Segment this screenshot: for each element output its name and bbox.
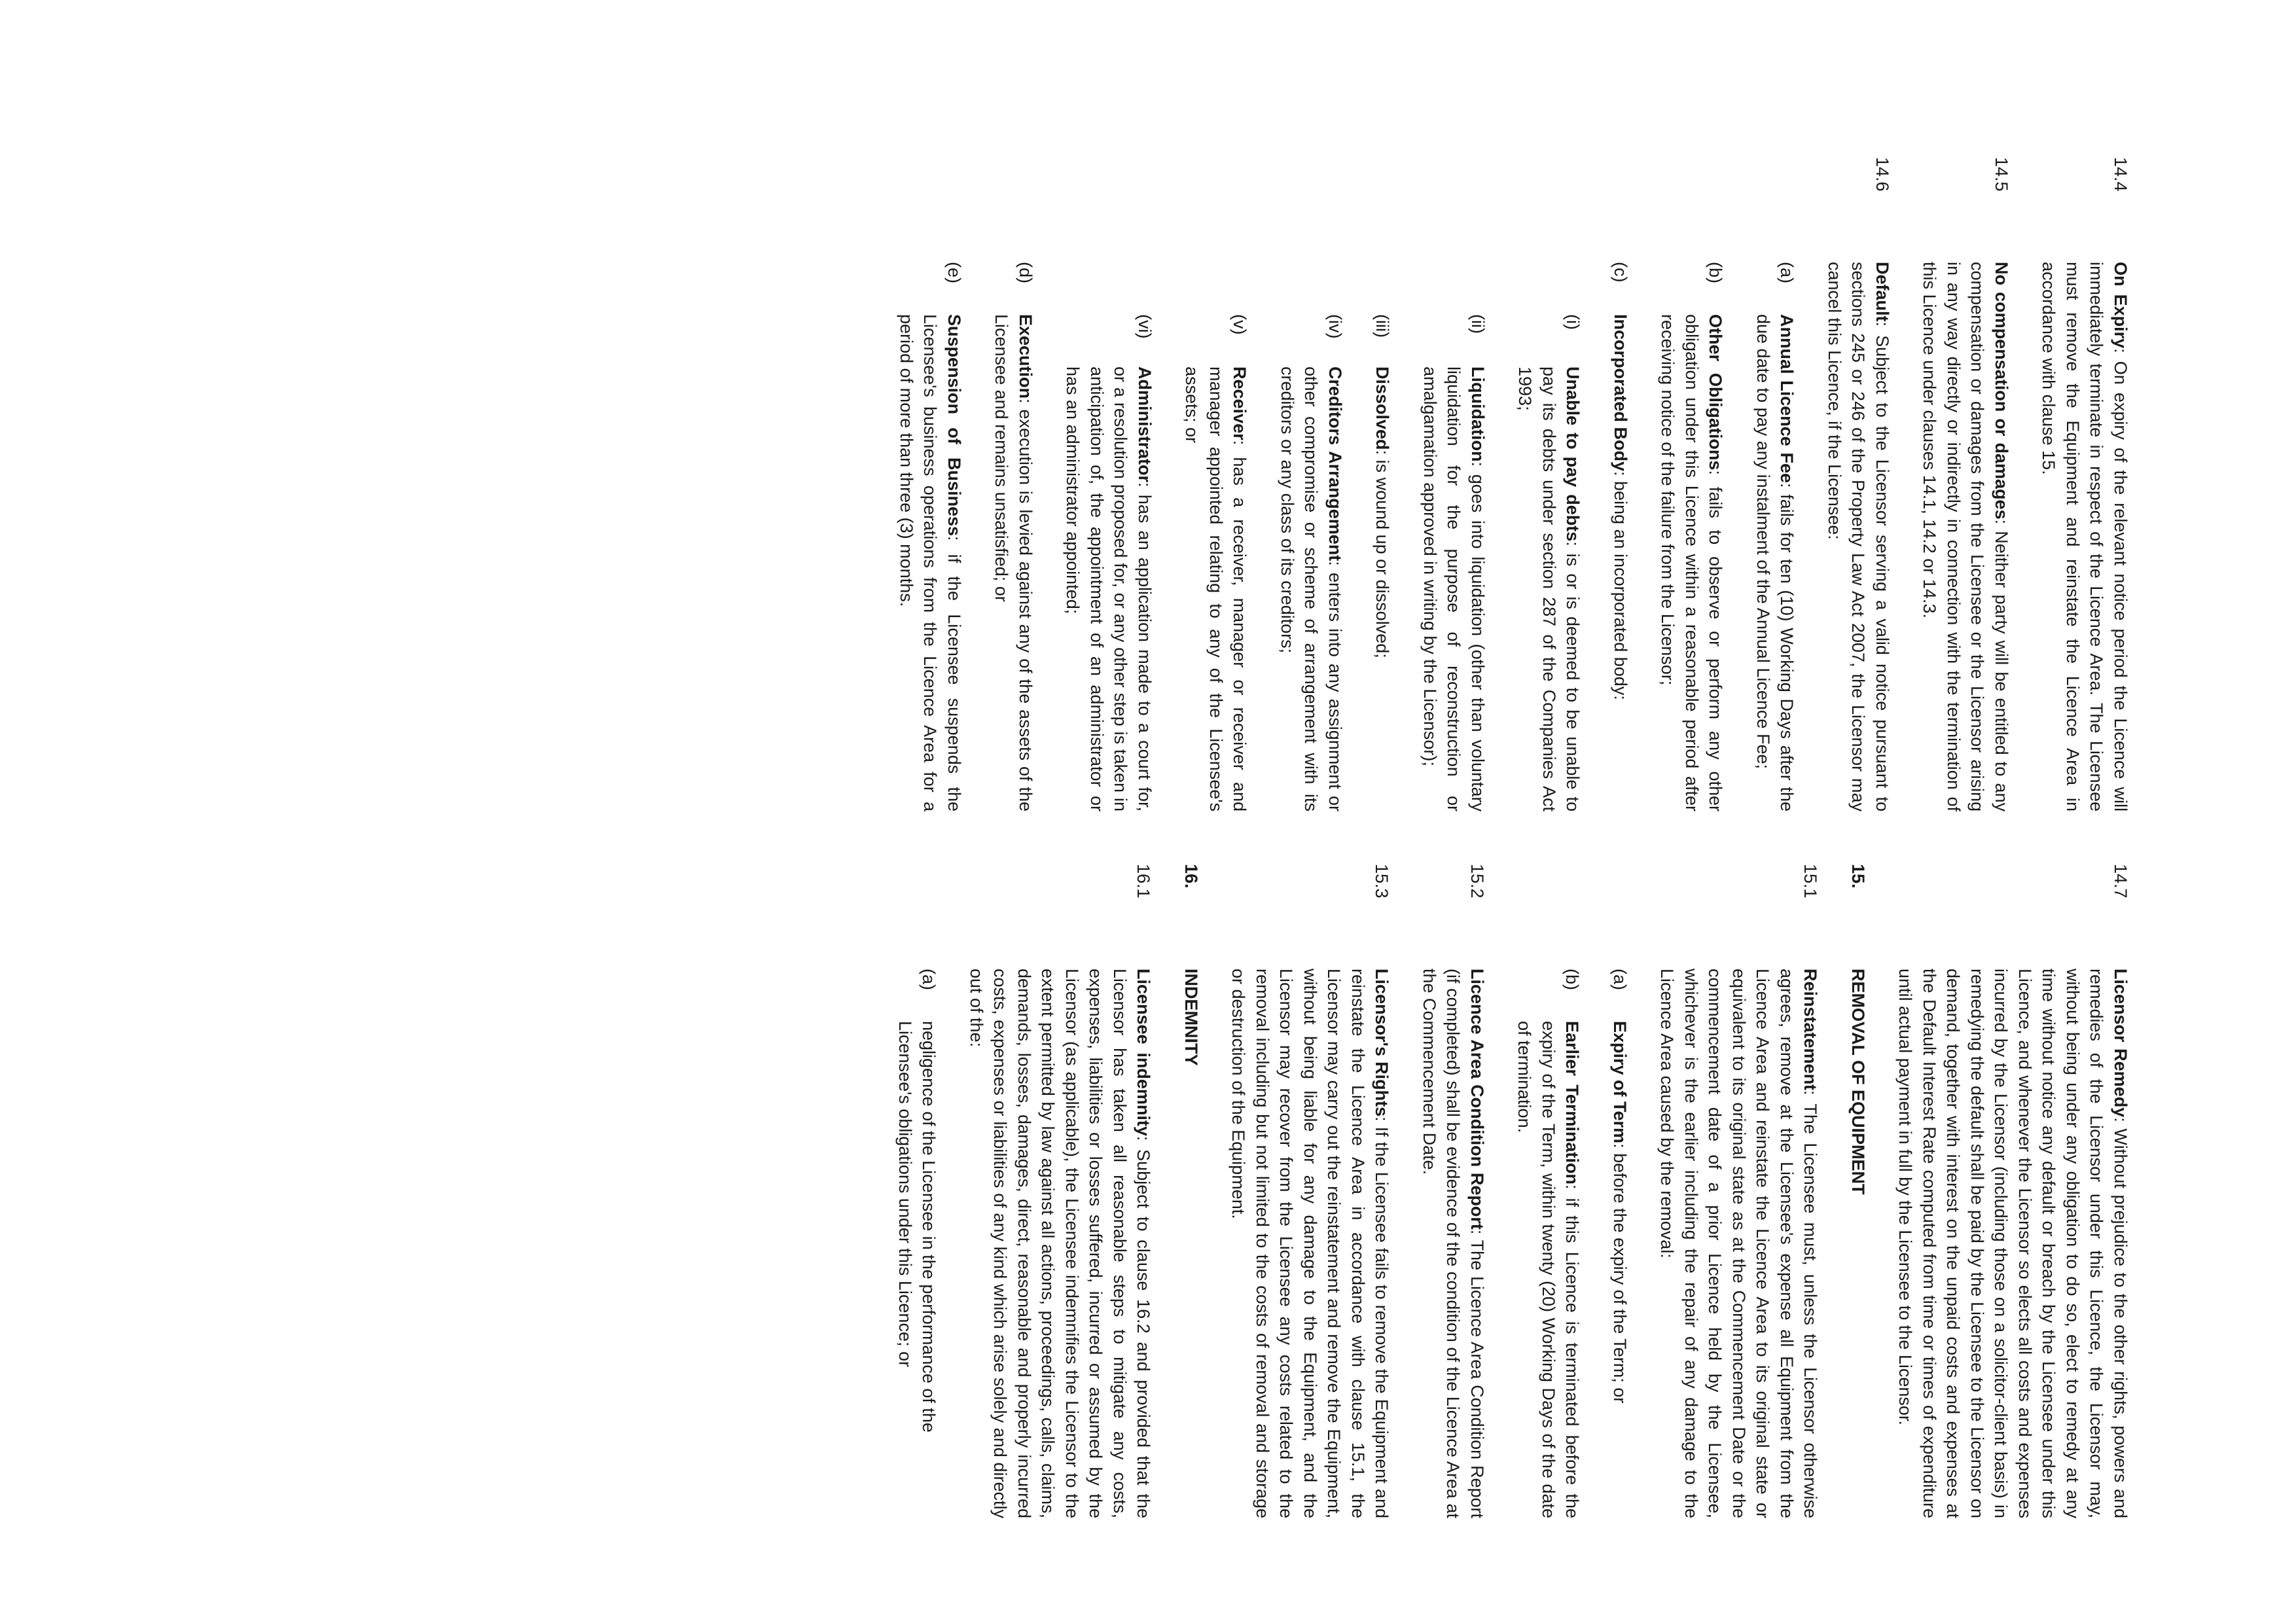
subclause-label: (a) [1610, 969, 1630, 990]
section-number: 15. [1848, 864, 1868, 889]
subclause-label: (e) [944, 262, 964, 283]
item-label: (iv) [1325, 314, 1345, 339]
right-column [870, 864, 2133, 1518]
clause-title: Licence Area Condition Report [1467, 969, 1487, 1230]
item-title: Administrator [1135, 366, 1155, 483]
item-label: (vi) [1135, 314, 1155, 339]
clause-number: 14.5 [1992, 157, 2011, 192]
subclause-label: (a) [1777, 262, 1797, 283]
item-14-6-c-iv [1276, 157, 1348, 812]
section-16-heading [1179, 864, 1204, 1518]
clause-text: : Subject to clause 16.2 and provided that the Licensor has taken all reasonable steps to mitigate any costs, expenses, liabilities or losses suffered, incurred or assumed by the Licensor (as applicable), the Licensee indemnifies the Licensor to the extent permitted by law against all actions, proceedings, calls, claims, demands, losses, damages, direct, reasonable and properly incurred costs, expenses or liabilities of any kind which arise solely and directly out of the: [967, 969, 1154, 1518]
subclause-title: Execution [1016, 314, 1035, 399]
subclause-title: Annual Licence Fee [1777, 314, 1797, 484]
clause-number: 14.6 [1873, 157, 1892, 192]
clause-14-6 [1823, 157, 1895, 812]
clause-number: 15.2 [1467, 864, 1487, 899]
subclause-text: : if the Licensee suspends the Licensee's business operations from the Licence Area for a period of more than three (3) months. [897, 314, 964, 812]
subclause-text: : fails to observe or perform any other obligation under this Licence within a reasonable period after receiving notice of the failure from the Licensor; [1658, 314, 1726, 812]
item-14-6-c-iii [1371, 157, 1395, 812]
section-title: REMOVAL OF EQUIPMENT [1848, 969, 1868, 1195]
subclause-title: Earlier Termination [1562, 1021, 1583, 1185]
item-text: : enters into any assignment or other compromise or scheme of arrangement with its creditors or any class of its creditors; [1278, 366, 1345, 812]
subclause-15-1-a [1608, 864, 1632, 1518]
subclause-label: (c) [1611, 262, 1630, 283]
clause-15-3 [1227, 864, 1394, 1518]
clause-14-7 [1893, 864, 2132, 1518]
subclause-text: : being an incorporated body: [1611, 471, 1630, 700]
item-label: (iii) [1372, 314, 1393, 338]
item-title: Liquidation [1468, 366, 1488, 462]
subclause-title: Suspension of Business [944, 314, 964, 537]
clause-title: Default [1873, 262, 1892, 322]
subclause-text: : before the expiry of the Term; or [1610, 1143, 1630, 1404]
subclause-14-6-b [1656, 157, 1728, 812]
clause-number: 15.1 [1801, 864, 1821, 899]
clause-16-1 [965, 864, 1156, 1518]
left-column [871, 157, 2133, 812]
clause-text: : Neither party will be entitled to any compensation or damages from the Licensee or the Licensor arising in any way directly or indirectly in connection with the termination of this Licence under clauses 14.1, 14.2 or 14.3. [1920, 262, 2011, 812]
item-text: : has a receiver, manager or receiver and manager appointed relating to any of the Licensee's assets; or [1182, 366, 1250, 812]
clause-15-1 [1655, 864, 1823, 1518]
subclause-15-1-b [1513, 864, 1585, 1518]
item-title: Creditors Arrangement [1325, 366, 1345, 562]
clause-title: Reinstatement [1801, 969, 1821, 1091]
subclause-14-6-e [895, 157, 967, 812]
subclause-label: (b) [1706, 262, 1726, 283]
item-title: Receiver [1230, 366, 1250, 440]
subclause-16-1-a [893, 864, 941, 1518]
clause-title: No compensation or damages [1992, 262, 2011, 520]
item-label: (ii) [1468, 314, 1488, 334]
item-label: (v) [1230, 314, 1250, 335]
item-text: : goes into liquidation (other than voluntary liquidation for the purpose of reconstruction or amalgamation approved in writing by the Licensor); [1420, 366, 1488, 812]
clause-text: : On expiry of the relevant notice period the Licence will immediately terminate in respect of the Licence Area. The Licensee must remove the Equipment and reinstate the Licence Area in accordance with clause 15. [2039, 262, 2130, 812]
clause-number: 16.1 [1134, 864, 1154, 899]
item-14-6-c-ii [1418, 157, 1490, 812]
item-title: Dissolved [1372, 366, 1393, 450]
item-14-6-c-v [1180, 157, 1252, 812]
subclause-text: : execution is levied against any of the assets of the Licensee and remains unsatisfied; or [992, 314, 1035, 812]
subclause-text: : if this Licence is terminated before the expiry of the Term, within twenty (20) Working Days of the date of termination. [1515, 1021, 1583, 1518]
subclause-title: Expiry of Term [1610, 1021, 1630, 1144]
clause-text: : The Licence Area Condition Report (if completed) shall be evidence of the condition of the Licence Area at the Commencement Date. [1420, 969, 1487, 1519]
section-number: 16. [1181, 864, 1201, 889]
subclause-label: (b) [1562, 969, 1583, 990]
item-14-6-c-i [1513, 157, 1585, 812]
clause-text: : Subject to the Licensor serving a valid notice pursuant to sections 245 or 246 of the Property Law Act 2007, the Licensor may cancel this Licence, if the Licensee: [1825, 262, 1892, 812]
item-text: : is or is deemed to be unable to pay its debts under section 287 of the Companies Act 1993; [1515, 366, 1583, 812]
clause-number: 14.7 [2111, 864, 2130, 899]
clause-number: 15.3 [1372, 864, 1392, 899]
subclause-text: : fails for ten (10) Working Days after the due date to pay any instalment of the Annual Licence Fee; [1753, 314, 1797, 812]
subclause-label: (d) [1016, 262, 1035, 283]
subclause-label: (a) [919, 969, 939, 990]
item-14-6-c-vi [1061, 157, 1157, 812]
clause-title: Licensee indemnity [1134, 969, 1154, 1136]
subclause-14-6-c [1609, 157, 1633, 812]
clause-14-4 [2037, 157, 2132, 812]
clause-text: : If the Licensee fails to remove the Equipment and reinstate the Licence Area in accordance with clause 15.1, the Licensor may carry out the reinstatement and remove the Equipment, without being liable for any damage to the Equipment, and the Licensor may recover from the Licensee any costs related to the removal including but not limited to the costs of removal and storage or destruction of the Equipment. [1229, 969, 1392, 1519]
item-label: (i) [1563, 314, 1583, 330]
clause-text: : The Licensee must, unless the Licensor otherwise agrees, remove at the Licensee's expense all Equipment from the Licence Area and reinstate the Licence Area to its original state or equivalent to its original state as at the Commencement Date or the commencement date of a prior Licence held by the Licensee, whichever is the earlier including the repair of any damage to the Licence Area caused by the removal: [1657, 969, 1821, 1518]
subclause-14-6-a [1751, 157, 1799, 812]
subclause-title: Incorporated Body [1611, 314, 1630, 472]
item-text: : has an application made to a court for, or a resolution proposed for, or any other step is taken in anticipation of, the appointment of an administrator or has an administrator appointed; [1063, 366, 1155, 812]
subclause-text: negligence of the Licensee in the performance of the Licensee's obligations under this Licence; or [895, 1021, 939, 1433]
clause-title: Licensor's Rights [1372, 969, 1392, 1117]
subclause-14-6-d [990, 157, 1037, 812]
clause-15-2 [1418, 864, 1490, 1518]
section-title: INDEMNITY [1181, 969, 1201, 1066]
clause-14-5 [1918, 157, 2013, 812]
clause-title: Licensor Remedy [2111, 969, 2130, 1118]
item-text: : is wound up or dissolved; [1372, 450, 1393, 658]
clause-title: On Expiry [2111, 262, 2130, 349]
clause-number: 14.4 [2111, 157, 2130, 192]
item-title: Unable to pay debts [1563, 366, 1583, 542]
clause-text: : Without prejudice to the other rights, powers and remedies of the Licensor under this Licence, the Licensor may, without being under any obligation to do so, elect to remedy at any time without notice any default or breach by the Licensee under this Licence, and whenever the Licensor so elects all costs and expenses incurred by the Licensor (including those on a solicitor-client basis) in remedying the default shall be paid by the Licensee to the Licensor on demand, together with interest on the unpaid costs and expenses at the Default Interest Rate computed from time or times of expenditure until actual payment in full by the Licensee to the Licensor. [1895, 969, 2130, 1518]
section-15-heading [1846, 864, 1871, 1518]
subclause-title: Other Obligations [1706, 314, 1726, 471]
